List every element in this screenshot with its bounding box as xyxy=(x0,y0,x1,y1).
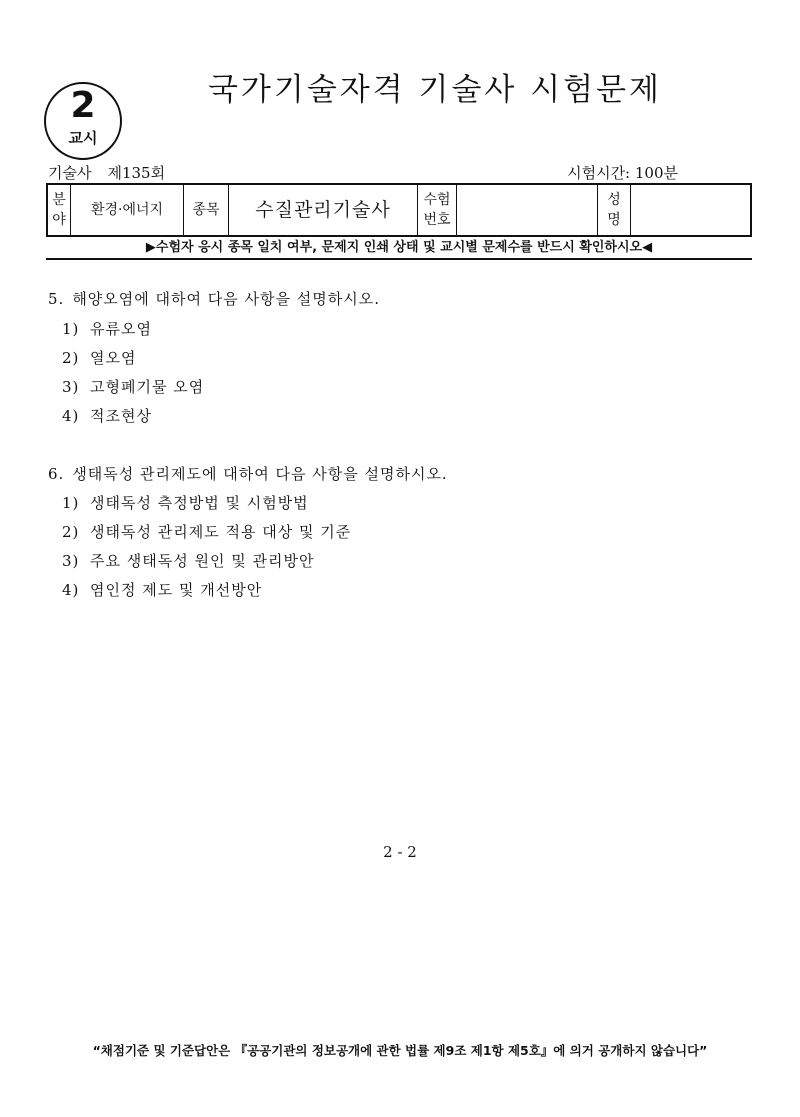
field-label: 분 야 xyxy=(47,184,71,236)
name-label: 성 명 xyxy=(598,184,631,236)
header-divider xyxy=(46,258,752,260)
exam-number-field[interactable] xyxy=(457,184,598,236)
name-field[interactable] xyxy=(631,184,752,236)
exam-time: 시험시간: 100분 xyxy=(567,164,678,182)
page-title: 국가기술자격 기술사 시험문제 xyxy=(207,72,662,108)
item-text: 적조현상 xyxy=(90,407,152,425)
period-badge xyxy=(44,82,122,160)
exam-info-table xyxy=(46,183,752,237)
page-number: 2 - 2 xyxy=(383,843,417,861)
item-number: 3) xyxy=(62,378,80,396)
question-text: 생태독성 관리제도에 대하여 다음 사항을 설명하시오. xyxy=(72,465,448,483)
item-number: 3) xyxy=(62,552,80,570)
item-text: 염인정 제도 및 개선방안 xyxy=(90,581,263,599)
field-value: 환경·에너지 xyxy=(71,184,184,236)
question-item xyxy=(62,406,152,426)
item-text: 생태독성 관리제도 적용 대상 및 기준 xyxy=(90,523,352,541)
question-item xyxy=(62,551,314,571)
item-number: 1) xyxy=(62,320,80,338)
item-text: 주요 생태독성 원인 및 관리방안 xyxy=(90,552,315,570)
item-text: 열오염 xyxy=(90,349,137,367)
exam-meta xyxy=(48,163,165,183)
question-item xyxy=(62,319,152,339)
period-label: 교시 xyxy=(68,129,98,147)
question-item xyxy=(62,580,262,600)
question-item xyxy=(62,377,204,397)
question-item xyxy=(62,522,351,542)
period-number: 2 xyxy=(70,85,96,126)
question-number: 6. xyxy=(48,465,65,483)
question-5 xyxy=(48,289,380,309)
item-number: 2) xyxy=(62,349,80,367)
footer-disclaimer: “채점기준 및 기준답안은 『공공기관의 정보공개에 관한 법률 제9조 제1항 제5호』에 의거 공개하지 않습니다” xyxy=(92,1043,708,1058)
exam-category: 기술사 xyxy=(48,164,92,182)
item-number: 1) xyxy=(62,494,80,512)
question-item xyxy=(62,493,309,513)
question-text: 해양오염에 대하여 다음 사항을 설명하시오. xyxy=(72,290,380,308)
item-number: 2) xyxy=(62,523,80,541)
item-text: 유류오염 xyxy=(90,320,152,338)
question-6 xyxy=(48,464,448,484)
item-number: 4) xyxy=(62,581,80,599)
exam-number-label: 수험 번호 xyxy=(418,184,457,236)
item-value: 수질관리기술사 xyxy=(229,184,418,236)
question-item xyxy=(62,348,136,368)
item-text: 고형폐기물 오염 xyxy=(90,378,205,396)
item-number: 4) xyxy=(62,407,80,425)
item-text: 생태독성 측정방법 및 시험방법 xyxy=(90,494,309,512)
exam-round: 제135회 xyxy=(107,164,166,182)
item-label: 종목 xyxy=(184,184,229,236)
notice-text: ▶수험자 응시 종목 일치 여부, 문제지 인쇄 상태 및 교시별 문제수를 반드시 확인하시오◀ xyxy=(145,240,653,255)
question-number: 5. xyxy=(48,290,65,308)
